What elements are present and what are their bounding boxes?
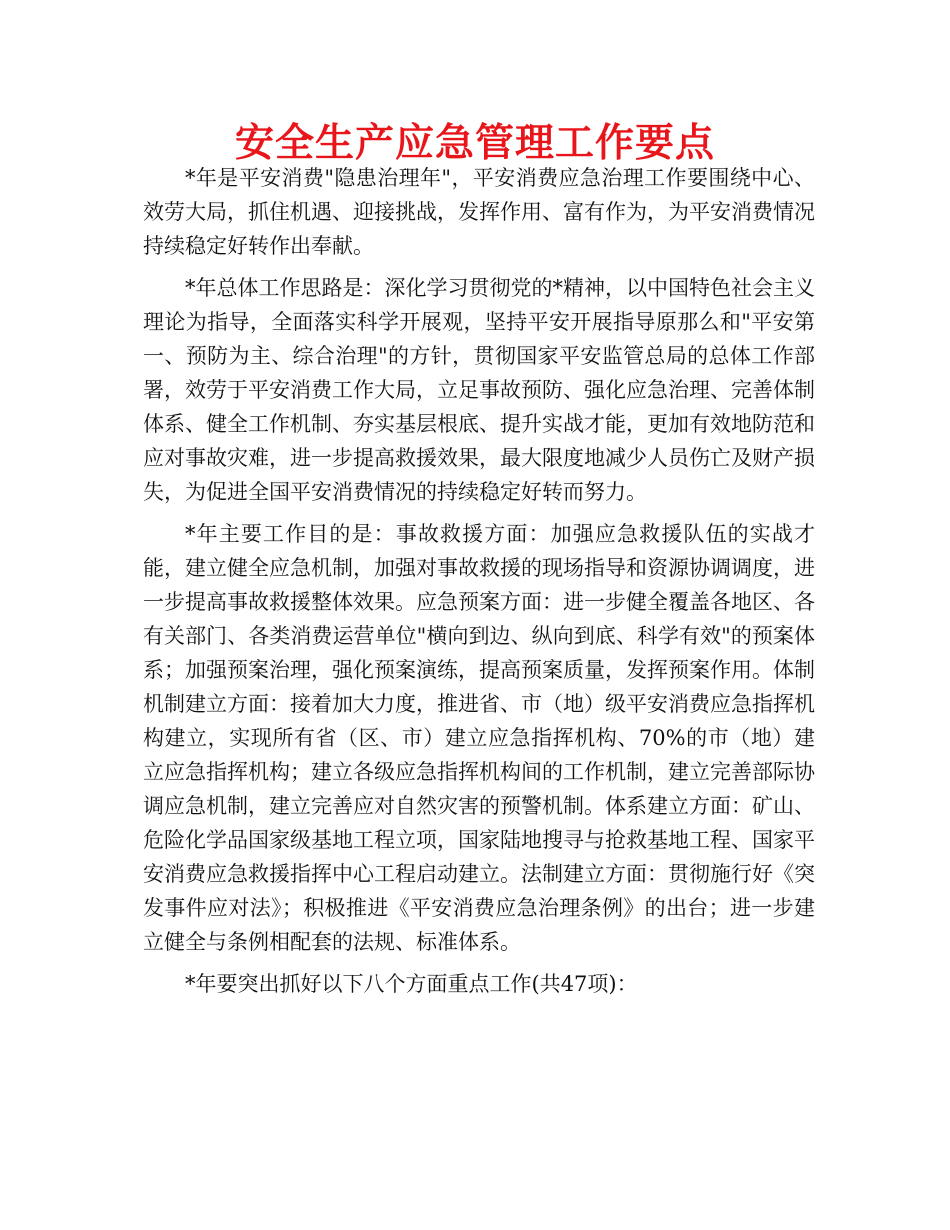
paragraph-key-tasks: *年要突出抓好以下八个方面重点工作(共47项)： (185, 972, 638, 996)
paragraph-intro: *年是平安消费"隐患治理年"，平安消费应急治理工作要围绕中心、效劳大局，抓住机遇、迎接挑战，发挥作用、富有作为，为平安消费情况持续稳定好转作出奉献。 (143, 166, 815, 258)
paragraph-overall-approach: *年总体工作思路是：深化学习贯彻党的*精神，以中国特色社会主义理论为指导，全面落实科学开展观，坚持平安开展指导原那么和"平安第一、预防为主、综合治理"的方针，贯彻国家平安监管总局的总体工作部署，效劳于平安消费工作大局，立足事故预防、强化应急治理、完善体制体系、健全工作机制、夯实基层根底、提升实战才能，更加有效地防范和应对事故灾难，进一步提高救援效果，最大限度地减少人员伤亡及财产损失，为促进全国平安消费情况的持续稳定好转而努力。 (143, 276, 815, 504)
document-title: 安全生产应急管理工作要点 (234, 121, 715, 166)
document-body (143, 161, 815, 1001)
paragraph-main-objectives: *年主要工作目的是：事故救援方面：加强应急救援队伍的实战才能，建立健全应急机制，加强对事故救援的现场指导和资源协调调度，进一步提高事故救援整体效果。应急预案方面：进一步健全覆盖各地区、各有关部门、各类消费运营单位"横向到边、纵向到底、科学有效"的预案体系；加强预案治理，强化预案演练，提高预案质量，发挥预案作用。体制机制建立方面：接着加大力度，推进省、市（地）级平安消费应急指挥机构建立，实现所有省（区、市）建立应急指挥机构、70%的市（地）建立应急指挥机构；建立各级应急指挥机构间的工作机制，建立完善部际协调应急机制，建立完善应对自然灾害的预警机制。体系建立方面：矿山、危险化学品国家级基地工程立项，国家陆地搜寻与抢救基地工程、国家平安消费应急救援指挥中心工程启动建立。法制建立方面：贯彻施行好《突发事件应对法》；积极推进《平安消费应急治理条例》的出台；进一步建立健全与条例相配套的法规、标准体系。 (143, 522, 815, 954)
